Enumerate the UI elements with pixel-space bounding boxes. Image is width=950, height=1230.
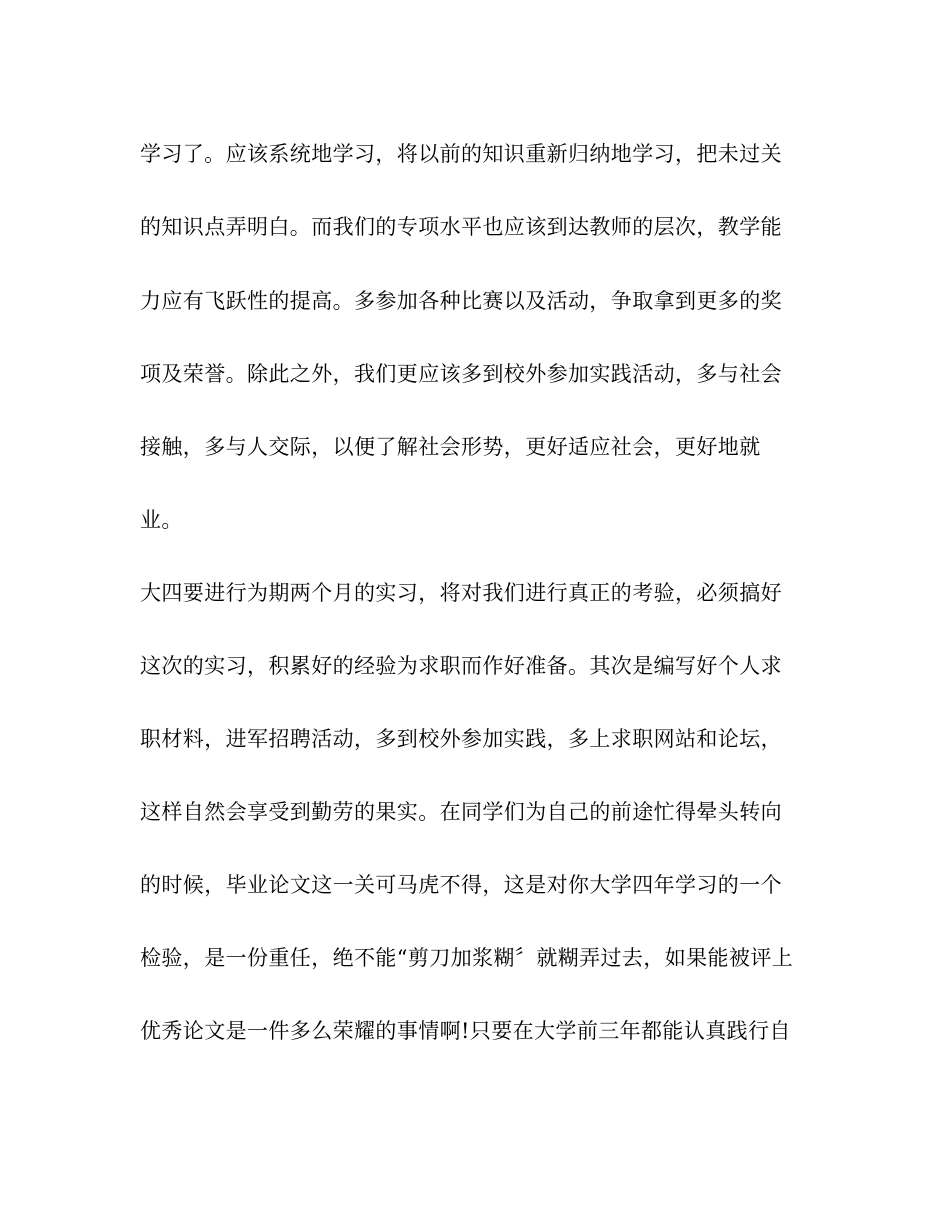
text-line: 检验，是一份重任，绝不能“剪刀加浆糊〞就糊弄过去，如果能被评上 bbox=[140, 946, 794, 970]
text-line: 的时候，毕业论文这一关可马虎不得，这是对你大学四年学习的一个 bbox=[140, 873, 782, 897]
text-line: 接触，多与人交际，以便了解社会形势，更好适应社会，更好地就 bbox=[140, 435, 761, 459]
text-line: 大四要进行为期两个月的实习，将对我们进行真正的考验，必须搞好 bbox=[140, 581, 782, 605]
text-line: 项及荣誉。除此之外，我们更应该多到校外参加实践活动，多与社会 bbox=[140, 362, 782, 386]
text-line: 这样自然会享受到勤劳的果实。在同学们为自己的前途忙得晕头转向 bbox=[140, 800, 782, 824]
text-line: 的知识点弄明白。而我们的专项水平也应该到达教师的层次，教学能 bbox=[140, 215, 782, 239]
text-line: 这次的实习，积累好的经验为求职而作好准备。其次是编写好个人求 bbox=[140, 654, 782, 678]
text-line: 学习了。应该系统地学习，将以前的知识重新归纳地学习，把未过关 bbox=[140, 142, 782, 166]
text-line: 职材料，进军招聘活动，多到校外参加实践，多上求职网站和论坛， bbox=[140, 727, 782, 751]
text-line: 业。 bbox=[140, 508, 183, 532]
text-line: 力应有飞跃性的提高。多参加各种比赛以及活动，争取拿到更多的奖 bbox=[140, 289, 782, 313]
text-line: 优秀论文是一件多么荣耀的事情啊!只要在大学前三年都能认真践行自 bbox=[140, 1019, 791, 1043]
